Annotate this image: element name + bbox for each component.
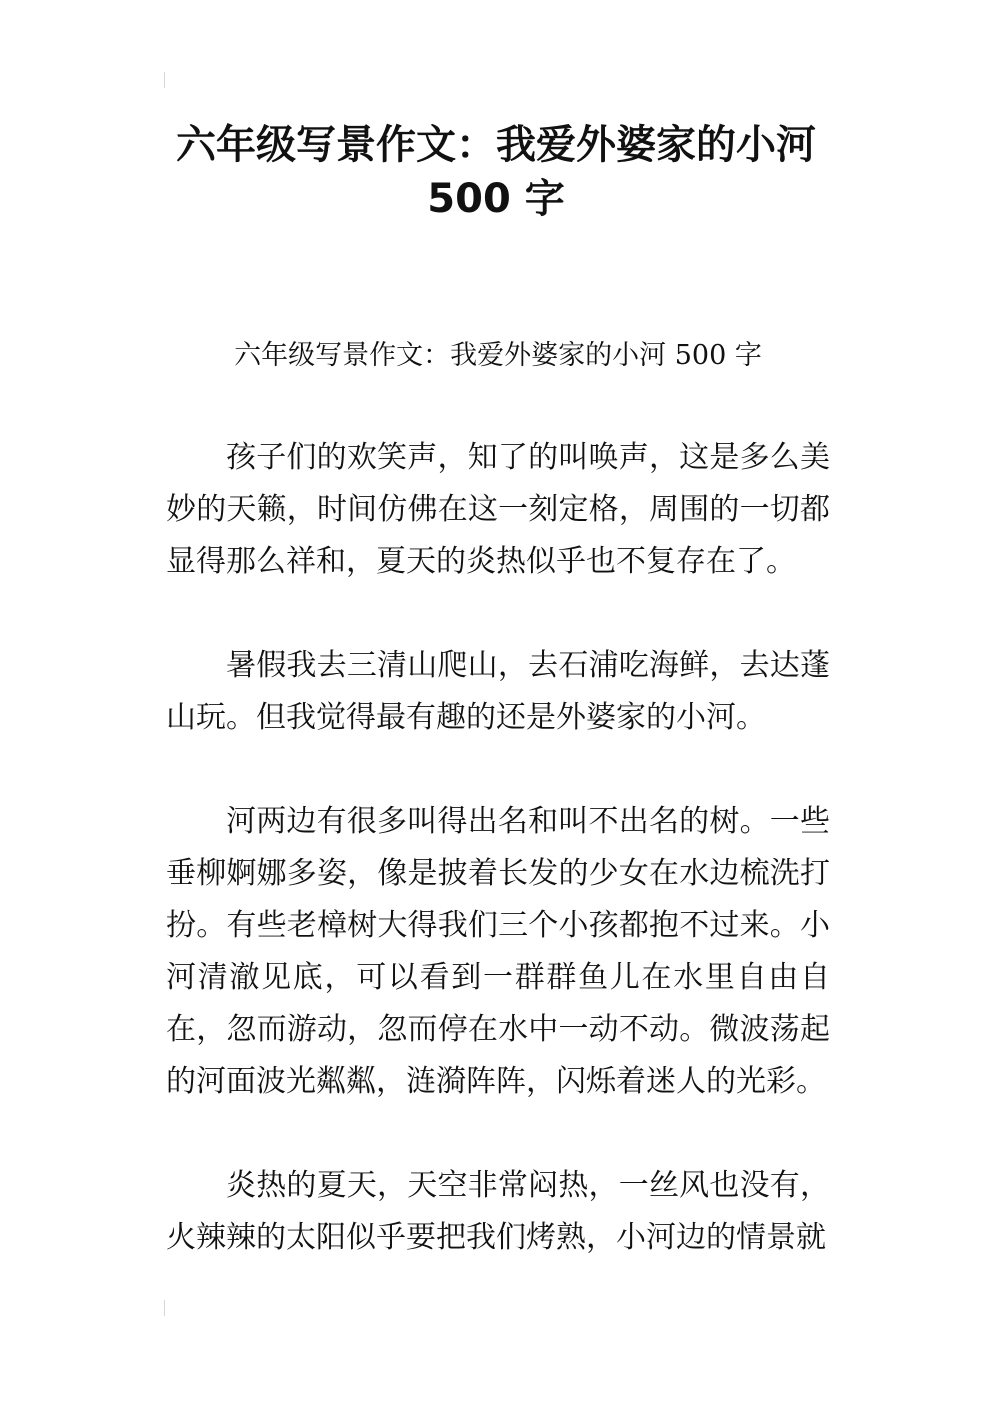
page-corner-mark-top xyxy=(164,72,165,88)
document-title-line-1: 六年级写景作文：我爱外婆家的小河 xyxy=(176,122,816,168)
paragraph-1: 孩子们的欢笑声，知了的叫唤声，这是多么美妙的天籁，时间仿佛在这一刻定格，周围的一切都显得那么祥和，夏天的炎热似乎也不复存在了。 xyxy=(166,440,830,579)
document-subtitle: 六年级写景作文：我爱外婆家的小河 500 字 xyxy=(234,340,762,371)
document-body xyxy=(166,432,830,1316)
page-corner-mark-bottom xyxy=(164,1300,165,1316)
document-title xyxy=(150,118,842,226)
paragraph-3: 河两边有很多叫得出名和叫不出名的树。一些垂柳婀娜多姿，像是披着长发的少女在水边梳洗打扮。有些老樟树大得我们三个小孩都抱不过来。小河清澈见底，可以看到一群群鱼儿在水里自由自在，忽而游动，忽而停在水中一动不动。微波荡起的河面波光粼粼，涟漪阵阵，闪烁着迷人的光彩。 xyxy=(166,804,830,1099)
paragraph-4: 炎热的夏天，天空非常闷热，一丝风也没有，火辣辣的太阳似乎要把我们烤熟，小河边的情景就 xyxy=(166,1168,830,1255)
paragraph-2: 暑假我去三清山爬山，去石浦吃海鲜，去达蓬山玩。但我觉得最有趣的还是外婆家的小河。 xyxy=(166,648,830,735)
document-title-line-2: 500 字 xyxy=(427,176,565,222)
